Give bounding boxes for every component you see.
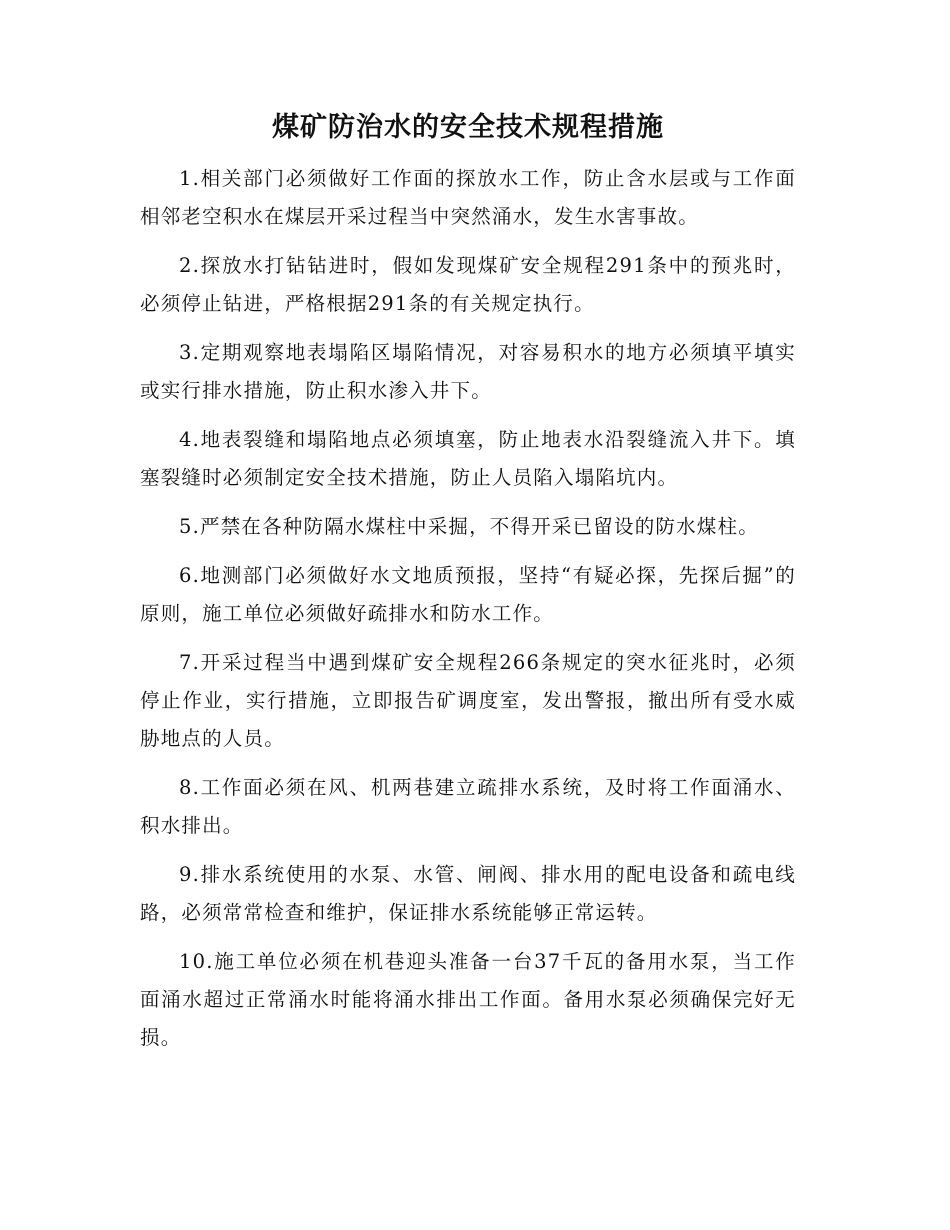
paragraph-3: 3.定期观察地表塌陷区塌陷情况，对容易积水的地方必须填平填实或实行排水措施，防止积水渗入井下。 <box>140 341 796 402</box>
paragraph-7: 7.开采过程当中遇到煤矿安全规程266条规定的突水征兆时，必须停止作业，实行措施，立即报告矿调度室，发出警报，撤出所有受水威胁地点的人员。 <box>140 651 796 750</box>
paragraph-9: 9.排水系统使用的水泵、水管、闸阀、排水用的配电设备和疏电线路，必须常常检查和维护，保证排水系统能够正常运转。 <box>140 863 796 924</box>
paragraph-5: 5.严禁在各种防隔水煤柱中采掘，不得开采已留设的防水煤柱。 <box>179 515 759 538</box>
paragraph-2: 2.探放水打钻钻进时，假如发现煤矿安全规程291条中的预兆时，必须停止钻进，严格根据291条的有关规定执行。 <box>140 254 796 315</box>
paragraph-8: 8.工作面必须在风、机两巷建立疏排水系统，及时将工作面涌水、积水排出。 <box>140 776 796 837</box>
paragraph-10: 10.施工单位必须在机巷迎头准备一台37千瓦的备用水泵，当工作面涌水超过正常涌水时能将涌水排出工作面。备用水泵必须确保完好无损。 <box>140 950 796 1049</box>
document-title: 煤矿防治水的安全技术规程措施 <box>272 112 664 143</box>
paragraph-6: 6.地测部门必须做好水文地质预报，坚持“有疑必探，先探后掘”的原则，施工单位必须做好疏排水和防水工作。 <box>140 564 796 625</box>
paragraph-4: 4.地表裂缝和塌陷地点必须填塞，防止地表水沿裂缝流入井下。填塞裂缝时必须制定安全技术措施，防止人员陷入塌陷坑内。 <box>140 428 796 489</box>
paragraph-1: 1.相关部门必须做好工作面的探放水工作，防止含水层或与工作面相邻老空积水在煤层开采过程当中突然涌水，发生水害事故。 <box>140 167 796 228</box>
document-page <box>140 108 796 1068</box>
